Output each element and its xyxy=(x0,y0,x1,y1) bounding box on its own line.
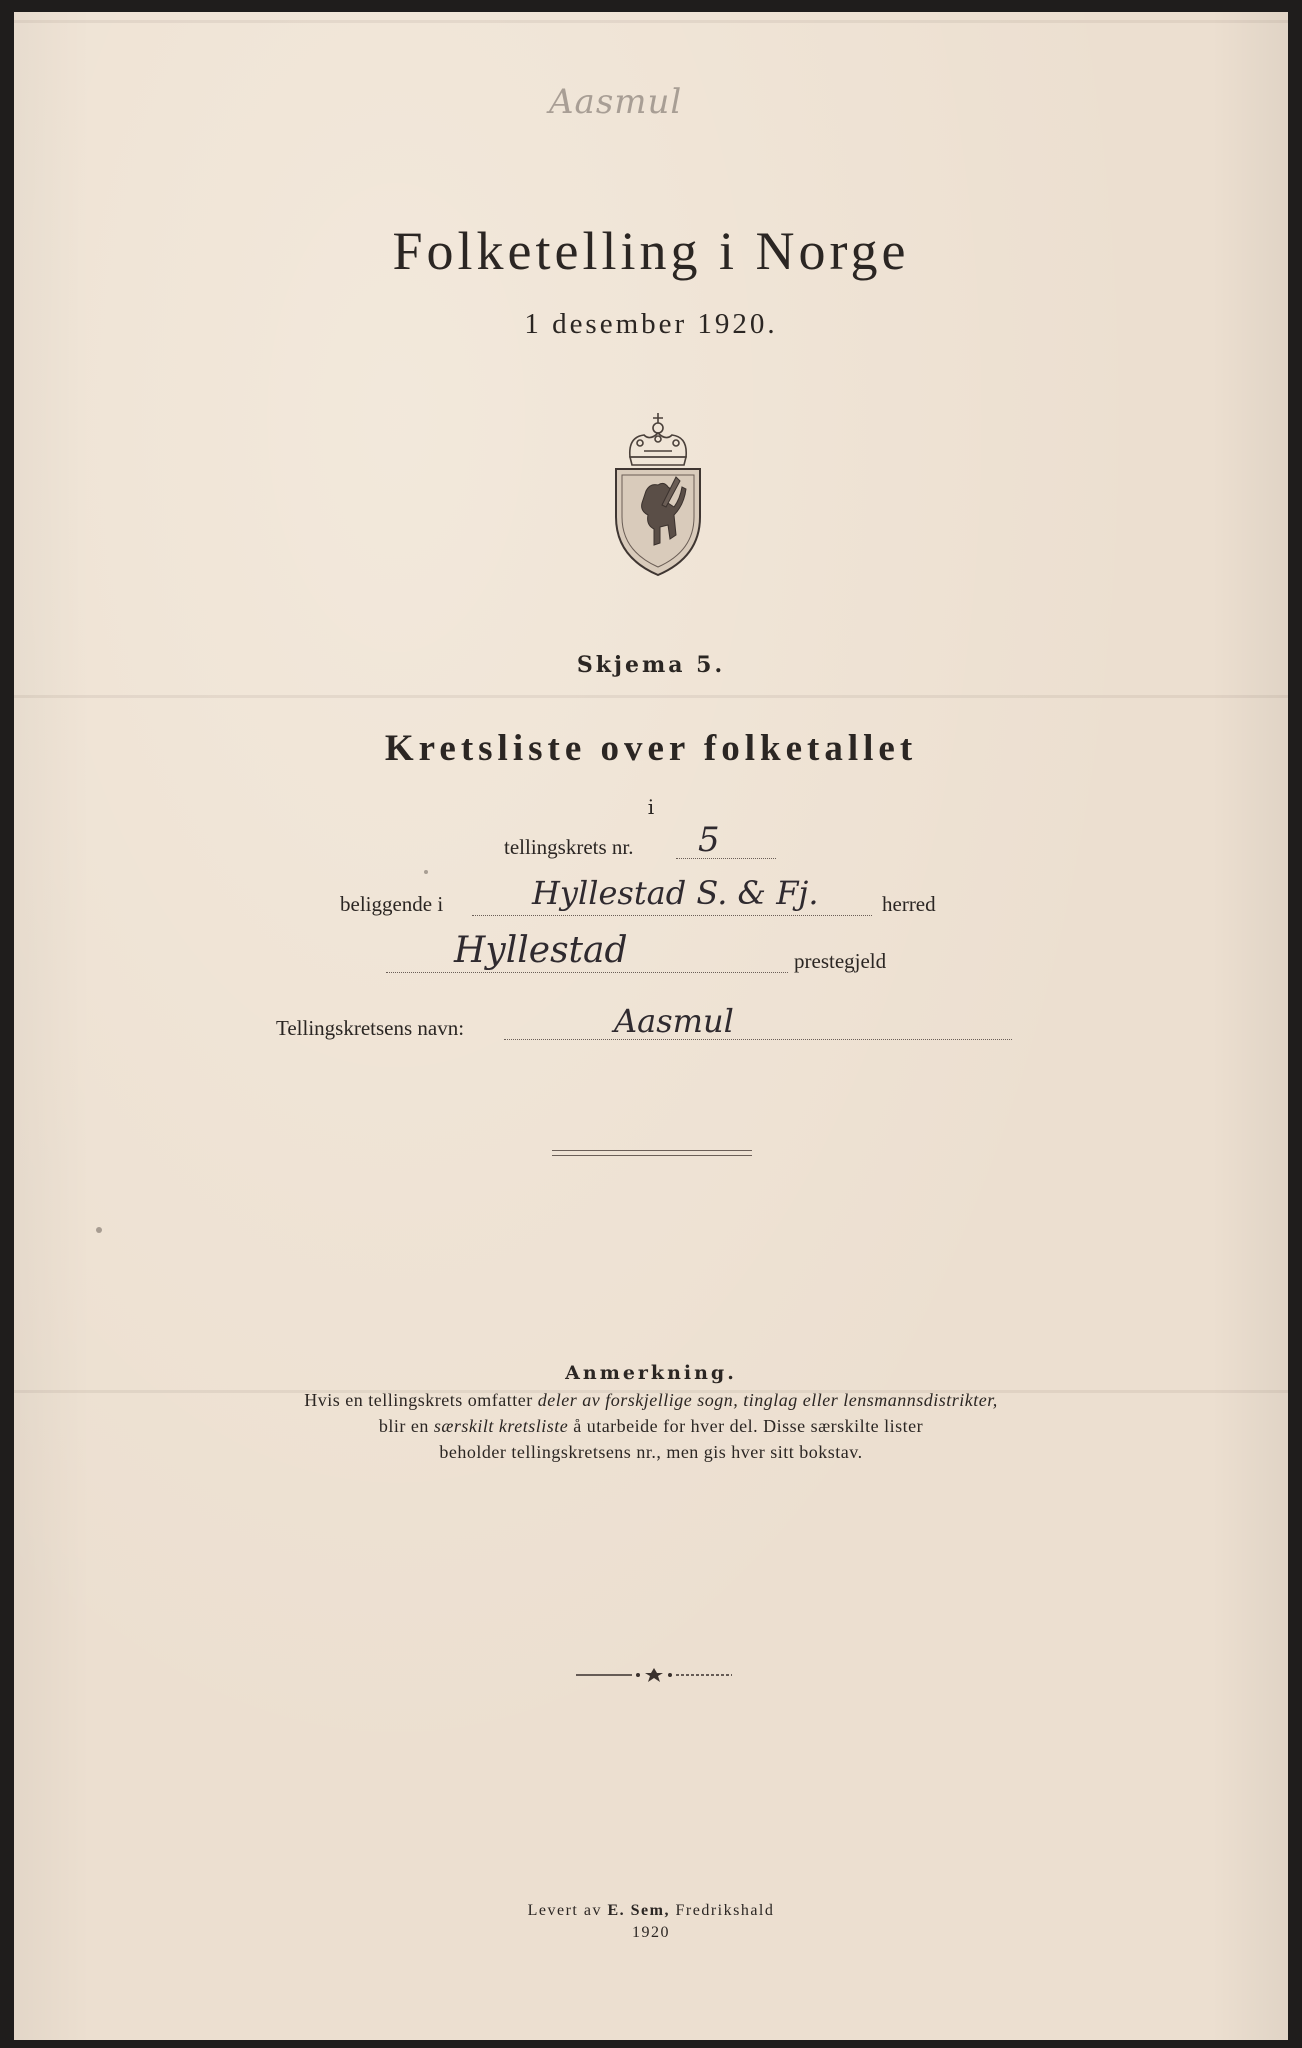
document-title: Folketelling i Norge xyxy=(392,221,910,281)
printer-credit xyxy=(14,1902,1288,1920)
note-line-2 xyxy=(14,1416,1288,1437)
prestegjeld-line xyxy=(386,972,788,973)
form-heading: Kretsliste over folketallet xyxy=(384,728,918,769)
fold-line xyxy=(14,695,1288,698)
ornament-divider-icon xyxy=(574,1665,734,1689)
printer-prefix: Levert av xyxy=(527,1902,602,1919)
print-year: 1920 xyxy=(632,1924,670,1941)
krets-nr-line xyxy=(676,858,776,859)
section-divider xyxy=(552,1150,752,1156)
krets-navn-line xyxy=(504,1039,1012,1040)
herred-prefix-label: beliggende i xyxy=(340,892,444,916)
document-date: 1 desember 1920. xyxy=(524,308,778,340)
krets-nr-label: tellingskrets nr. xyxy=(504,835,634,859)
note-text: blir en xyxy=(378,1416,429,1436)
herred-line xyxy=(472,915,872,916)
printer-name: E. Sem, xyxy=(607,1902,670,1919)
krets-navn-label: Tellingskretsens navn: xyxy=(276,1016,465,1040)
note-text: Hvis en tellingskrets omfatter xyxy=(304,1390,533,1410)
note-line-1 xyxy=(14,1390,1288,1411)
krets-nr-value: 5 xyxy=(698,820,720,860)
schema-label: Skjema 5. xyxy=(576,652,726,678)
herred-suffix-label: herred xyxy=(882,892,936,916)
page-edge-shade xyxy=(14,20,1288,23)
note-line-3: beholder tellingskretsens nr., men gis hver sitt bokstav. xyxy=(439,1442,863,1462)
paper-speck xyxy=(424,870,428,874)
krets-navn-value: Aasmul xyxy=(614,1002,734,1040)
note-emphasis: deler av forskjellige sogn, tinglag eller lensmannsdistrikter, xyxy=(537,1390,998,1410)
paper-speck xyxy=(96,1227,102,1233)
prestegjeld-suffix-label: prestegjeld xyxy=(794,949,887,973)
pencil-annotation: Aasmul xyxy=(549,82,683,122)
coat-of-arms-icon xyxy=(610,407,706,583)
note-text: å utarbeide for hver del. Disse særskilte lister xyxy=(573,1416,924,1436)
census-form-page xyxy=(14,12,1288,2040)
prestegjeld-value: Hyllestad xyxy=(454,930,628,971)
printer-place: Fredrikshald xyxy=(675,1902,775,1919)
herred-value: Hyllestad S. & Fj. xyxy=(532,874,819,912)
note-emphasis: særskilt kretsliste xyxy=(433,1416,569,1436)
heading-connector: i xyxy=(647,795,655,819)
note-title: Anmerkning. xyxy=(565,1362,737,1384)
